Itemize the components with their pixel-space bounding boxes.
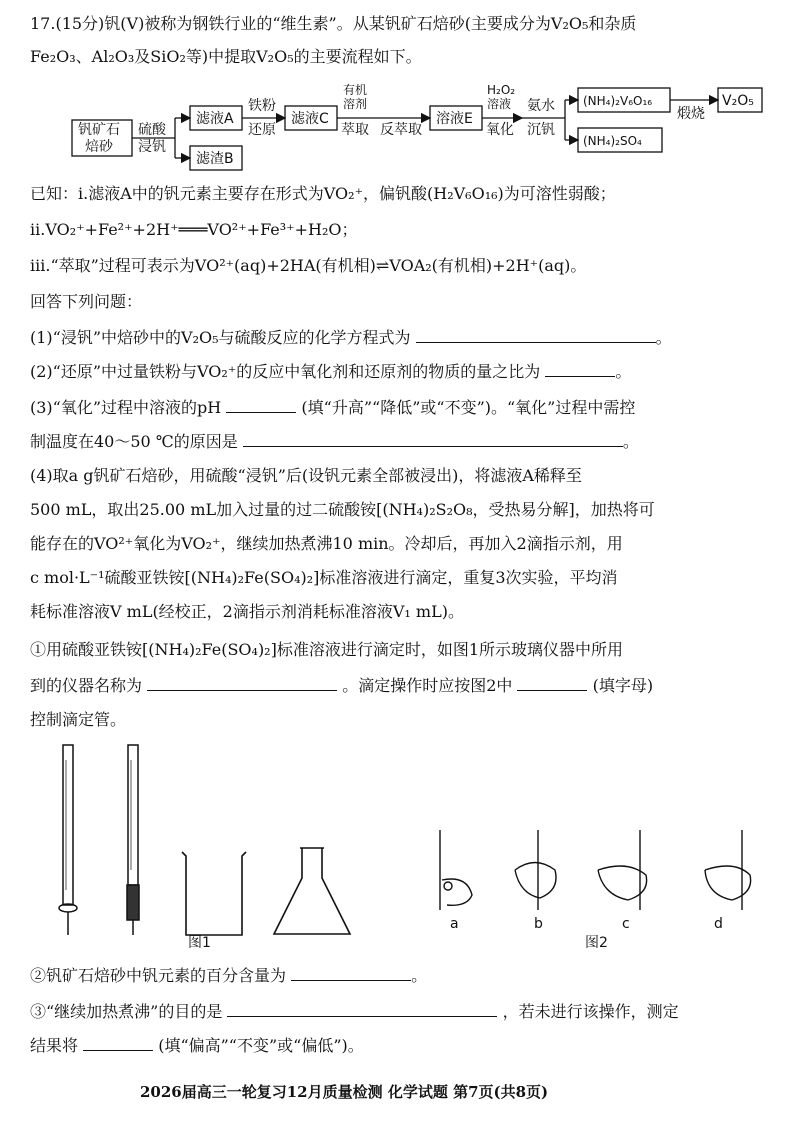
flow-step5-1: H₂O₂ <box>487 83 516 97</box>
questions-intro: 回答下列问题： <box>30 292 143 311</box>
flow-step5-3: 氧化 <box>486 122 514 138</box>
flow-start-2: 焙砂 <box>85 139 113 155</box>
question-4-b: 500 mL，取出25.00 mL加入过量的过二硫酸铵[(NH₄)₂S₂O₈，受热易分解]，加热将可 <box>30 500 655 519</box>
beaker-icon <box>182 852 246 935</box>
known-2: ⅱ.VO₂⁺+Fe²⁺+2H⁺═══VO²⁺+Fe³⁺+H₂O； <box>30 220 358 239</box>
s2-answer-blank[interactable] <box>291 966 411 981</box>
fig1-caption: 图1 <box>188 935 211 951</box>
question-4-e: 耗标准溶液V mL(经校正，2滴指示剂消耗标准溶液V₁ mL)。 <box>30 602 464 621</box>
q3-ph-blank[interactable] <box>226 398 296 413</box>
flow-residue-b: 滤渣B <box>196 151 234 167</box>
flow-step5-2: 溶液 <box>487 97 512 111</box>
question-3 <box>30 398 635 418</box>
hand-operation-d-icon <box>705 830 751 910</box>
flow-step2-1: 铁粉 <box>248 98 276 114</box>
flow-step2-2: 还原 <box>248 122 276 138</box>
question-4-a: (4)取a g钒矿石焙砂，用硫酸“浸钒”后(设钒元素全部被浸出)，将滤液A稀释至 <box>30 466 582 485</box>
flow-filtrate-c: 滤液C <box>291 111 329 127</box>
q2-text: (2)“还原”中过量铁粉与VO₂⁺的反应中氧化剂和还原剂的物质的量之比为 <box>30 362 541 381</box>
question-4-c: 能存在的VO²⁺氧化为VO₂⁺，继续加热煮沸10 min。冷却后，再加入2滴指示剂，用 <box>30 534 623 553</box>
flow-step3-1: 有机 <box>343 83 368 97</box>
fig2-caption: 图2 <box>585 935 608 951</box>
fig2-label-a: a <box>450 916 459 932</box>
question-2: (2)“还原”中过量铁粉与VO₂⁺的反应中氧化剂和还原剂的物质的量之比为 。 <box>30 362 632 381</box>
q3-text-c: 制温度在40～50 ℃的原因是 <box>30 432 238 451</box>
question-4-d: c mol·L⁻¹硫酸亚铁铵[(NH₄)₂Fe(SO₄)₂]标准溶液进行滴定，重复3次实验，平均消 <box>30 568 618 587</box>
sub-question-1-b <box>30 676 653 696</box>
q2-answer-blank[interactable] <box>545 362 615 377</box>
hand-operation-b-icon <box>515 830 556 910</box>
flow-solution-e: 溶液E <box>436 111 473 127</box>
known-1: 已知：ⅰ.滤液A中的钒元素主要存在形式为VO₂⁺，偏钒酸(H₂V₆O₁₆)为可溶性弱酸； <box>30 184 616 203</box>
flow-step7: 煅烧 <box>677 106 705 122</box>
base-burette-icon <box>127 745 139 935</box>
q3-text-a: (3)“氧化”过程中溶液的pH <box>30 398 222 417</box>
flow-product2: (NH₄)₂SO₄ <box>583 134 642 148</box>
conical-flask-icon <box>274 848 350 934</box>
fig2-label-b: b <box>534 916 543 932</box>
sub-question-1-e: 控制滴定管。 <box>30 710 127 729</box>
s3-purpose-blank[interactable] <box>227 1002 497 1017</box>
page-footer: 2026届高三一轮复习12月质量检测 化学试题 第7页(共8页) <box>140 1083 549 1101</box>
q3-text-b: (填“升高”“降低”或“不变”)。“氧化”过程中需控 <box>301 398 636 417</box>
hand-operation-c-icon <box>598 830 647 910</box>
s3-text-a: ③“继续加热煮沸”的目的是 <box>30 1002 223 1021</box>
q3-reason-blank[interactable] <box>243 432 623 447</box>
fig2-label-c: c <box>622 916 630 932</box>
q1-text: (1)“浸钒”中焙砂中的V₂O₅与硫酸反应的化学方程式为 <box>30 328 411 347</box>
s1-text-b: 到的仪器名称为 <box>30 676 143 695</box>
s1-text-c: 。滴定操作时应按图2中 <box>342 676 513 695</box>
s3-text-d: (填“偏高”“不变”或“偏低”)。 <box>158 1036 364 1055</box>
question-3-cont: 制温度在40～50 ℃的原因是 。 <box>30 432 639 451</box>
known-3: ⅲ.“萃取”过程可表示为VO²⁺(aq)+2HA(有机相)⇌VOA₂(有机相)+2H⁺(aq)。 <box>30 256 587 275</box>
hand-operation-a-icon <box>440 830 472 910</box>
flow-step6-1: 氨水 <box>527 98 555 114</box>
flow-step1-1: 硫酸 <box>138 122 166 138</box>
flow-step3-3: 萃取 <box>341 122 369 138</box>
s3-text-b: ，若未进行该操作，测定 <box>502 1002 679 1021</box>
sub-question-3 <box>30 1002 679 1022</box>
flow-step4: 反萃取 <box>380 122 422 138</box>
fig2-label-d: d <box>714 916 723 932</box>
s2-text: ②钒矿石焙砂中钒元素的百分含量为 <box>30 966 287 985</box>
sub-question-1-a: ①用硫酸亚铁铵[(NH₄)₂Fe(SO₄)₂]标准溶液进行滴定时，如图1所示玻璃仪器中所用 <box>30 640 624 659</box>
flow-start-1: 钒矿石 <box>78 122 120 138</box>
s1-instrument-blank[interactable] <box>147 676 337 691</box>
s3-result-blank[interactable] <box>83 1036 153 1051</box>
q1-answer-blank[interactable] <box>416 328 656 343</box>
flow-filtrate-a: 滤液A <box>196 111 234 127</box>
flow-step6-2: 沉钒 <box>527 122 555 138</box>
question-header-line2: Fe₂O₃、Al₂O₃及SiO₂等)中提取V₂O₅的主要流程如下。 <box>30 47 422 66</box>
question-header-line1: 17.(15分)钒(V)被称为钢铁行业的“维生素”。从某钒矿石焙砂(主要成分为V₂O₅和杂质 <box>30 14 637 33</box>
s1-text-d: (填字母) <box>592 676 654 695</box>
flow-step3-2: 溶剂 <box>343 97 368 111</box>
s3-text-c: 结果将 <box>30 1036 79 1055</box>
flow-final: V₂O₅ <box>722 93 754 109</box>
question-1: (1)“浸钒”中焙砂中的V₂O₅与硫酸反应的化学方程式为 。 <box>30 328 672 347</box>
acid-burette-icon <box>59 745 77 935</box>
s1-letter-blank[interactable] <box>517 676 587 691</box>
flow-step1-2: 浸钒 <box>138 139 166 155</box>
flow-product1: (NH₄)₂V₆O₁₆ <box>583 94 653 108</box>
sub-question-3-cont <box>30 1036 364 1056</box>
sub-question-2: ②钒矿石焙砂中钒元素的百分含量为 。 <box>30 966 428 985</box>
process-flowchart <box>0 0 800 180</box>
figures-area <box>0 730 800 960</box>
